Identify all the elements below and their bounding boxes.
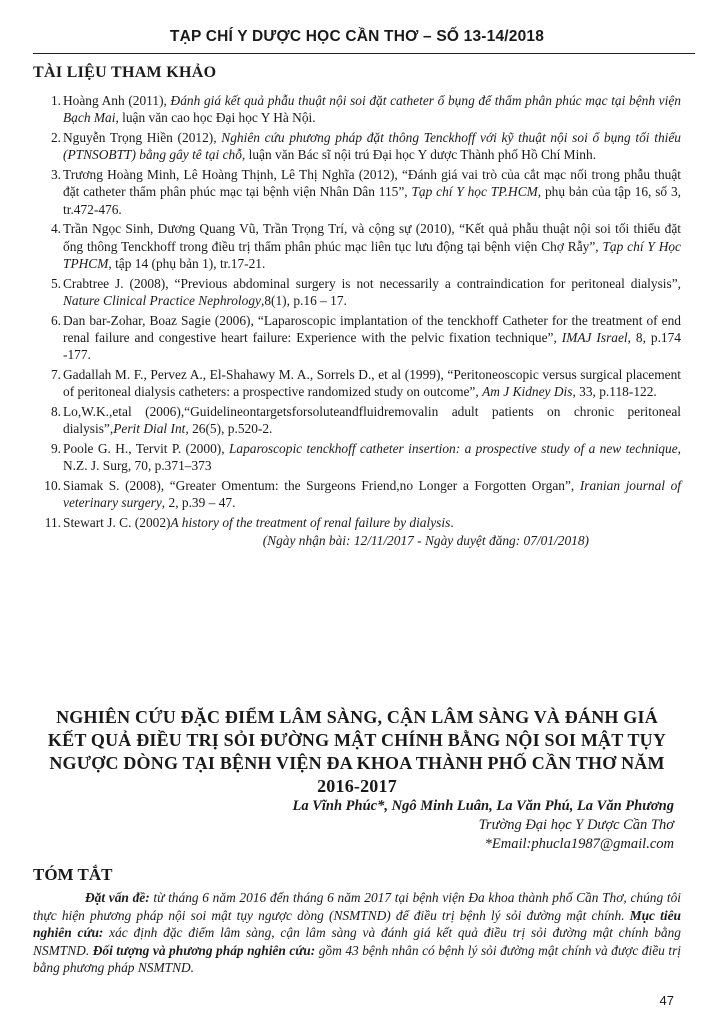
reference-text: , N.Z. J. Surg, 70, p.371–373	[63, 440, 681, 474]
reference-source: Am J Kidney Dis	[482, 384, 573, 400]
reference-number: 9.	[50, 440, 61, 456]
author-names: La Vĩnh Phúc*, Ngô Minh Luân, La Văn Phú, La Văn Phương	[292, 798, 674, 814]
abstract-heading: TÓM TẮT	[33, 865, 113, 884]
reference-text: , 2, p.39 – 47.	[161, 495, 236, 511]
reference-source: Iranian journal of veterinary surgery	[63, 477, 682, 511]
journal-header: TẠP CHÍ Y DƯỢC HỌC CẦN THƠ – SỐ 13-14/2018	[169, 28, 545, 45]
abstract-text: gồm 43 bệnh nhân có bệnh lý sỏi đường mật chính và được điều trị bằng phương pháp NSMTND.	[33, 942, 682, 975]
reference-source: Tạp chí Y Học TPHCM	[63, 238, 682, 271]
abstract-text: xác định đặc điểm lâm sàng, cận lâm sàng và đánh giá kết quả điều trị sỏi đường mật chính bằng NSMTND.	[33, 925, 681, 958]
reference-text: , 8, p.174 -177.	[63, 329, 681, 363]
reference-number: 6.	[50, 312, 61, 328]
reference-text: Nguyễn Trọng Hiền (2012),	[63, 129, 222, 145]
reference-number: 4.	[50, 221, 61, 237]
author-block	[293, 797, 675, 854]
reference-text: Dan bar-Zohar, Boaz Sagie (2006), “Laparoscopic implantation of the tenckhoff Catheter for the treatment of end renal failure and congestive heart failure: Experience with the pelvic fixation technique”,	[63, 312, 681, 345]
reference-text: , luận văn cao học Đại học Y Hà Nội.	[115, 110, 316, 126]
reference-source: Nghiên cứu phương pháp đặt thông Tenckhoff với kỹ thuật nội soi ổ bụng tối thiểu (PTNSOBTT) bằng gây tê tại chỗ	[63, 129, 681, 163]
reference-text: Stewart J. C. (2002)	[63, 514, 171, 530]
reference-number: 8.	[50, 403, 61, 419]
reference-source: Nature Clinical Practice Nephrology	[63, 292, 261, 308]
reference-item	[33, 514, 681, 550]
reference-item	[33, 312, 681, 364]
article-title: NGHIÊN CỨU ĐẶC ĐIỂM LÂM SÀNG, CẬN LÂM SÀNG VÀ ĐÁNH GIÁ KẾT QUẢ ĐIỀU TRỊ SỎI ĐƯỜNG MẬT CHÍNH BẰNG NỘI SOI MẬT TỤY NGƯỢC DÒNG TẠI BỆNH VIỆN ĐA KHOA THÀNH PHỐ CẦN THƠ NĂM 2016-2017	[47, 707, 667, 796]
reference-text: , tập 14 (phụ bản 1), tr.17-21.	[108, 255, 266, 271]
reference-text: , luận văn Bác sĩ nội trú Đại học Y dược Thành phố Hồ Chí Minh.	[241, 147, 597, 163]
reference-source: Tạp chí Y học TP.HCM	[411, 184, 538, 200]
abstract-label: Mục tiêu nghiên cứu:	[33, 907, 681, 940]
reference-text: Trần Ngọc Sinh, Dương Quang Vũ, Trần Trọng Trí, và cộng sự (2010), “Kết quả phẫu thuật nội soi tối thiểu đặt ống thông Tenckhoff trong điều trị thẩm phân phúc mạc liên tục lưu động tại bệnh viện Chợ Rẫy”,	[63, 221, 681, 254]
reference-source: IMAJ Israel	[561, 329, 628, 345]
reference-item	[33, 403, 681, 438]
reference-source: A history of the treatment of renal failure by dialysis	[170, 514, 451, 530]
reference-item	[33, 366, 681, 401]
reference-text: Trương Hoàng Minh, Lê Hoàng Thịnh, Lê Thị Nghĩa (2012), “Đánh giá vai trò của cắt mạc nối trong phẫu thuật đặt catheter thẩm phân phúc mạc tại bệnh viện Nhân Dân 115”,	[63, 166, 681, 200]
reference-text: Lo,W.K.,etal (2006),“Guidelineontargetsforsoluteandfluidremovalin adult patients on chronic peritoneal dialysis”,	[63, 403, 681, 437]
reference-text: Crabtree J. (2008), “Previous abdominal surgery is not necessarily a contraindication for peritoneal dialysis”,	[63, 275, 681, 291]
reference-item	[33, 166, 681, 218]
author-email[interactable]: *Email:phucla1987@gmail.com	[484, 836, 674, 852]
reference-number: 1.	[50, 93, 61, 108]
reference-source: Đánh giá kết quả phẫu thuật nội soi đặt catheter ổ bụng để thẩm phân phúc mạc tại bệnh viện Bạch Mai	[63, 93, 681, 126]
header-divider	[33, 53, 695, 54]
reference-number: 11.	[44, 514, 61, 530]
reference-text: Poole G. H., Tervit P. (2000),	[63, 440, 229, 456]
reference-number: 5.	[50, 275, 61, 291]
abstract-label: Đối tượng và phương pháp nghiên cứu:	[92, 942, 316, 958]
page-number: 47	[659, 993, 674, 1008]
reference-item	[33, 129, 681, 164]
reference-item	[33, 220, 681, 272]
reference-item	[33, 92, 681, 127]
reference-text: .	[450, 514, 454, 530]
reference-text: Siamak S. (2008), “Greater Omentum: the Surgeons Friend,no Longer a Forgotten Organ”,	[63, 477, 580, 493]
reference-list	[33, 92, 681, 552]
reference-number: 10.	[44, 477, 61, 493]
reference-number: 7.	[50, 366, 61, 382]
reference-item	[33, 477, 681, 512]
abstract-text: từ tháng 6 năm 2016 đến tháng 6 năm 2017 tại bệnh viện Đa khoa thành phố Cần Thơ, chúng tôi thực hiện phương pháp nội soi mật tụy ngược dòng (NSMTND) để điều trị bệnh lý sỏi đường mật chính.	[33, 890, 681, 923]
reference-number: 3.	[50, 166, 61, 182]
reference-source: Laparoscopic tenckhoff catheter insertion: a prospective study of a new technique	[228, 440, 678, 456]
reference-item	[33, 440, 681, 475]
references-heading: TÀI LIỆU THAM KHẢO	[33, 64, 217, 81]
reference-item	[33, 275, 681, 310]
reference-text: Gadallah M. F., Pervez A., El-Shahawy M. A., Sorrels D., et al (1999), “Peritoneoscopic versus surgical placement of peritoneal dialysis catheters: a prospective randomized study on outcome”,	[63, 366, 681, 400]
author-affiliation: Trường Đại học Y Dược Cần Thơ	[478, 817, 674, 833]
abstract-label: Đặt vấn đề:	[85, 890, 150, 905]
reference-number: 2.	[50, 129, 61, 145]
reference-text: ,8(1), p.16 – 17.	[260, 292, 347, 308]
reference-text: , 26(5), p.520-2.	[185, 421, 273, 437]
abstract-paragraph	[33, 889, 681, 977]
received-dates: (Ngày nhận bài: 12/11/2017 - Ngày duyệt đăng: 07/01/2018)	[262, 533, 589, 549]
reference-text: , phụ bản của tập 16, số 3, tr.472-476.	[63, 184, 681, 217]
reference-text: , 33, p.118-122.	[572, 384, 657, 400]
reference-source: Perit Dial Int	[113, 421, 186, 437]
reference-text: Hoàng Anh (2011),	[63, 93, 171, 108]
